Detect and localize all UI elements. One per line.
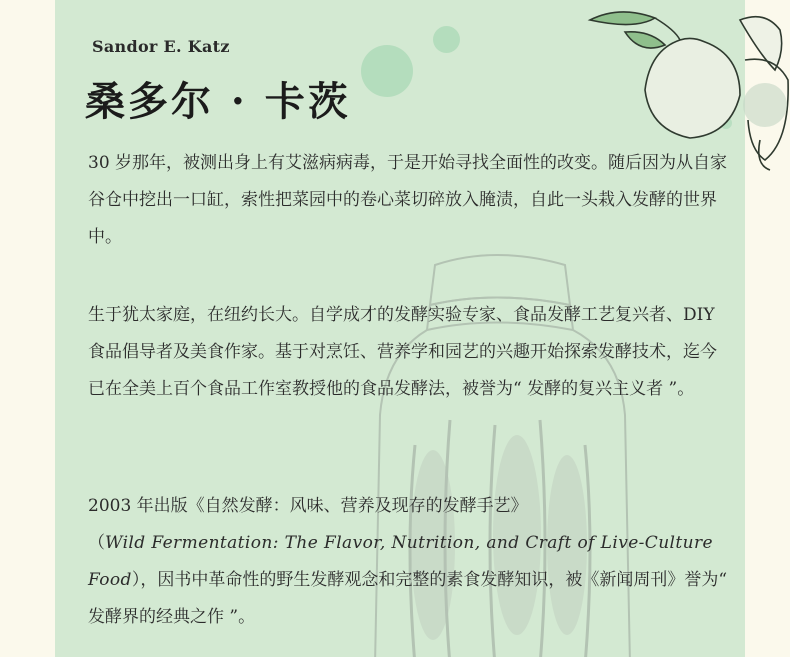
lemon-illustration <box>580 0 790 175</box>
book-title-english: Wild Fermentation: The Flavor, Nutrition, and Craft of Live-Culture Food <box>88 533 713 590</box>
author-name-chinese: 桑多尔 · 卡茨 <box>85 78 351 125</box>
bio-paragraph-1: 30 岁那年，被测出身上有艾滋病病毒，于是开始寻找全面性的改变。随后因为从自家谷仓中挖出一口缸，索性把菜园中的卷心菜切碎放入腌渍，自此一头栽入发酵的世界中。 <box>88 153 728 247</box>
bio-paragraph-3-rest: ），因书中革命性的野生发酵观念和完整的素食发酵知识，被《新闻周刊》誉为“ 发酵界的经典之作 ”。 <box>88 570 728 627</box>
decorative-circle <box>361 45 413 97</box>
book-title-chinese: 2003 年出版《自然发酵：风味、营养及现存的发酵手艺》 <box>88 496 528 516</box>
bio-paragraph-2: 生于犹太家庭，在纽约长大。自学成才的发酵实验专家、食品发酵工艺复兴者、DIY 食品倡导者及美食作家。基于对烹饪、营养学和园艺的兴趣开始探索发酵技术，迄今已在全美上百个食品工作室教授他的食品发酵法，被誉为“ 发酵的复兴主义者 ”。 <box>88 305 717 399</box>
author-name-english: Sandor E. Katz <box>92 37 230 56</box>
bio-paragraph-3 <box>88 488 728 636</box>
paren-open: （ <box>88 533 105 553</box>
decorative-circle <box>433 26 460 53</box>
